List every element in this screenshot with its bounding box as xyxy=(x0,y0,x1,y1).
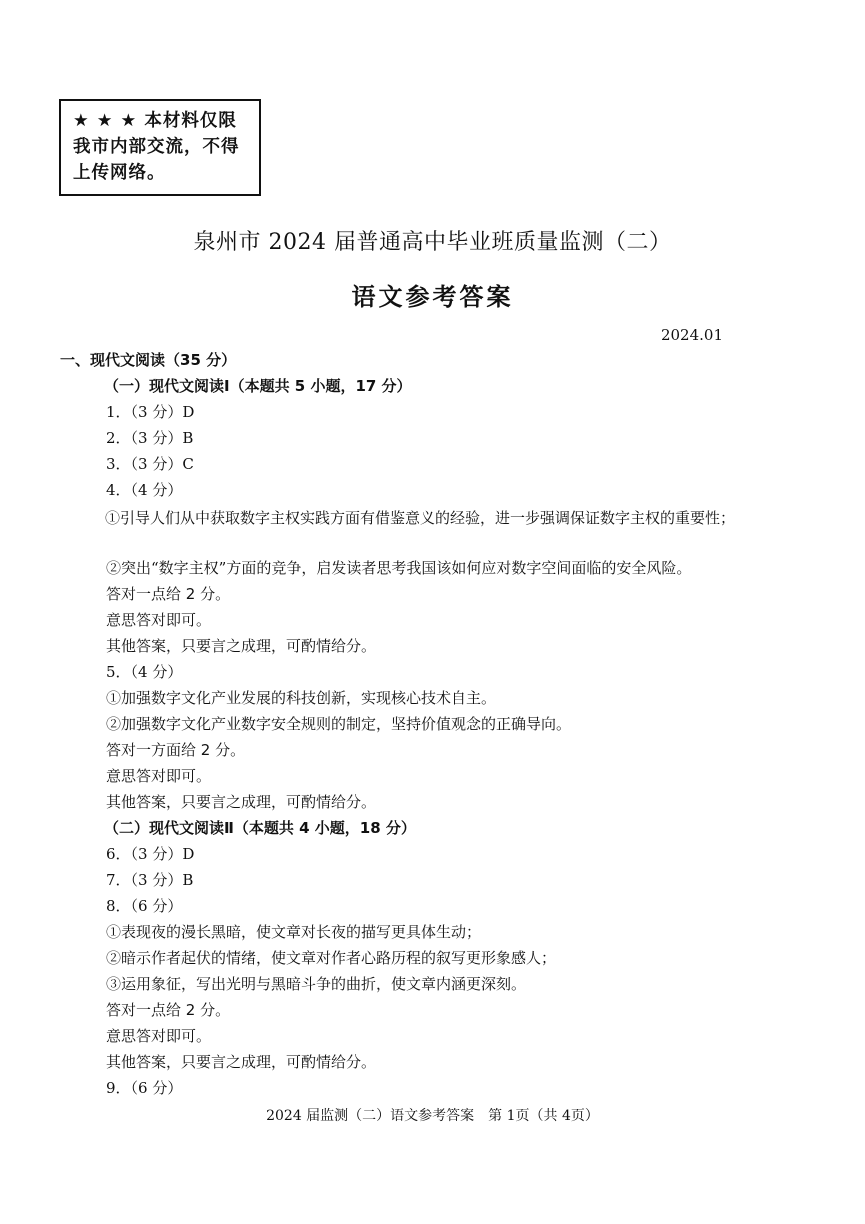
notice-line: 上传网络。 xyxy=(73,163,166,183)
answer-item: 5．（4 分） xyxy=(106,663,183,681)
scoring-note: 答对一点给 2 分。 xyxy=(106,1001,231,1019)
answer-item: 7．（3 分）B xyxy=(106,871,194,889)
scoring-note: 答对一方面给 2 分。 xyxy=(106,741,246,759)
page-footer: 2024 届监测（二）语文参考答案 第 1页（共 4页） xyxy=(266,1108,599,1124)
answer-point: ③运用象征，写出光明与黑暗斗争的曲折，使文章内涵更深刻。 xyxy=(106,975,527,993)
notice-line: ★ ★ ★ 本材料仅限 xyxy=(73,111,237,131)
document-subtitle: 语文参考答案 xyxy=(351,282,514,311)
answer-point: ②突出“数字主权”方面的竞争，启发读者思考我国该如何应对数字空间面临的安全风险。 xyxy=(106,559,692,577)
answer-point: ②暗示作者起伏的情绪，使文章对作者心路历程的叙写更形象感人； xyxy=(106,949,557,967)
answer-item: 2．（3 分）B xyxy=(106,429,194,447)
answer-point: ①引导人们从中获取数字主权实践方面有借鉴意义的经验，进一步强调保证数字主权的重要性； xyxy=(105,509,736,527)
scoring-note: 其他答案，只要言之成理，可酌情给分。 xyxy=(106,1053,377,1071)
scoring-note: 答对一点给 2 分。 xyxy=(106,585,231,603)
part-heading: （二）现代文阅读Ⅱ（本题共 4 小题，18 分） xyxy=(104,819,416,837)
answer-item: 9．（6 分） xyxy=(106,1079,183,1097)
answer-point: ①表现夜的漫长黑暗，使文章对长夜的描写更具体生动； xyxy=(106,923,482,941)
document-title: 泉州市 2024 届普通高中毕业班质量监测（二） xyxy=(193,230,672,255)
answer-point: ①加强数字文化产业发展的科技创新，实现核心技术自主。 xyxy=(106,689,497,707)
answer-item: 1．（3 分）D xyxy=(106,403,195,421)
notice-line: 我市内部交流，不得 xyxy=(73,137,240,157)
answer-item: 6．（3 分）D xyxy=(106,845,195,863)
scoring-note: 意思答对即可。 xyxy=(106,767,212,785)
answer-item: 4．（4 分） xyxy=(106,481,183,499)
section-heading: 一、现代文阅读（35 分） xyxy=(60,351,237,369)
answer-item: 8．（6 分） xyxy=(106,897,183,915)
scoring-note: 意思答对即可。 xyxy=(106,1027,212,1045)
part-heading: （一）现代文阅读Ⅰ（本题共 5 小题，17 分） xyxy=(104,377,412,395)
scoring-note: 意思答对即可。 xyxy=(106,611,212,629)
answer-point: ②加强数字文化产业数字安全规则的制定，坚持价值观念的正确导向。 xyxy=(106,715,572,733)
scoring-note: 其他答案，只要言之成理，可酌情给分。 xyxy=(106,637,377,655)
scoring-note: 其他答案，只要言之成理，可酌情给分。 xyxy=(106,793,377,811)
answer-item: 3．（3 分）C xyxy=(106,455,194,473)
document-date: 2024.01 xyxy=(660,326,723,344)
notice-box xyxy=(59,99,261,196)
